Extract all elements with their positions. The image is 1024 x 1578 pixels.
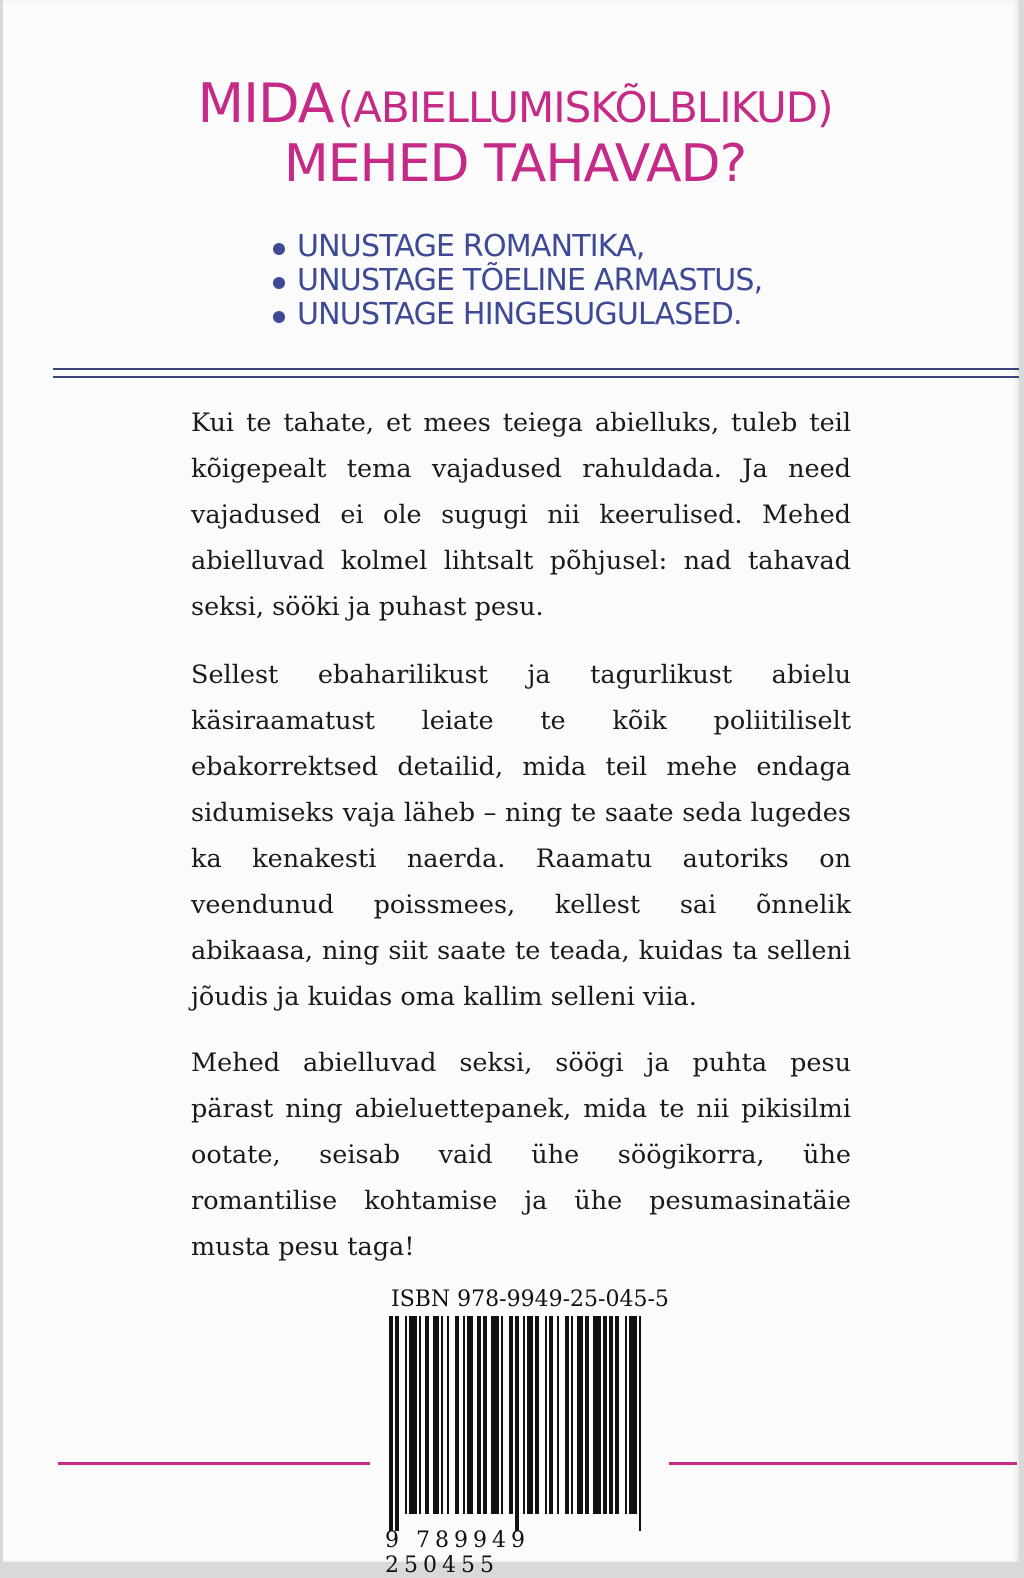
barcode-bar: [477, 1316, 481, 1514]
barcode-bar: [433, 1316, 439, 1514]
paragraph-1: Kui te tahate, et mees teiega abielluks, tuleb teil kõigepealt tema vajadused rahuldada. Ja need vajadused ei ole sugugi nii keerulised. Mehed abielluvad kolmel lihtsalt põhjusel: nad tahavad seksi, sööki ja puhast pesu.: [191, 408, 851, 622]
barcode-bar: [527, 1316, 533, 1514]
paragraph-2: Sellest ebaharilikust ja tagurlikust abielu käsiraamatust leiate te kõik poliitiliselt ebakorrektsed detailid, mida teil mehe endaga sidumiseks vaja läheb – ning te saate seda lugedes ka kenakesti naerda. Raamatu autoriks on veendunud poissmees, kellest sai õnnelik abikaasa, ning siit saate te teada, kuidas ta selleni jõudis ja kuidas oma kallim selleni viia.: [191, 660, 851, 1012]
barcode-bar: [577, 1316, 583, 1514]
bullet-list: [271, 230, 762, 332]
barcode-bar: [535, 1316, 539, 1514]
barcode-bar: [593, 1316, 601, 1514]
barcode-bar: [609, 1316, 613, 1514]
bullet-item: UNUSTAGE HINGESUGULASED.: [271, 298, 762, 332]
barcode-bar: [615, 1316, 619, 1514]
isbn-label: ISBN 978-9949-25-045-5: [391, 1287, 669, 1312]
barcode-bar: [549, 1316, 553, 1514]
barcode-bar: [501, 1316, 503, 1514]
bottom-divider-right: [669, 1462, 1017, 1465]
barcode-bar: [441, 1316, 443, 1514]
barcode-bar: [389, 1316, 393, 1531]
barcode-bar: [585, 1316, 589, 1514]
title-word-mida: MIDA: [197, 72, 334, 135]
book-back-cover: [3, 0, 1019, 1578]
barcode-bar: [405, 1316, 407, 1514]
barcode-bar: [625, 1316, 627, 1514]
barcode-bar: [463, 1316, 465, 1514]
barcode-digits: 9 789949 250455: [385, 1528, 530, 1578]
barcode-bar: [483, 1316, 487, 1514]
barcode-bar: [571, 1316, 573, 1514]
barcode-bar: [557, 1316, 559, 1514]
barcode-bar: [603, 1316, 607, 1514]
barcode-bar: [425, 1316, 429, 1514]
barcode-bar: [447, 1316, 449, 1514]
barcode-bar: [515, 1316, 519, 1531]
title-line-2: MEHED TAHAVAD?: [283, 134, 747, 194]
title-line-1: [3, 72, 1024, 135]
barcode-bar: [629, 1316, 637, 1514]
barcode-bar: [409, 1316, 417, 1514]
barcode-bar: [509, 1316, 513, 1514]
barcode-bar: [455, 1316, 459, 1514]
bullet-item: UNUSTAGE ROMANTIKA,: [271, 230, 762, 264]
barcode-bar: [491, 1316, 499, 1514]
barcode-bar: [565, 1316, 569, 1514]
barcode-bar: [467, 1316, 473, 1514]
barcode-bar: [639, 1316, 641, 1531]
barcode-bar: [419, 1316, 421, 1514]
barcode-bar: [395, 1316, 399, 1531]
bullet-item: UNUSTAGE TÕELINE ARMASTUS,: [271, 264, 762, 298]
paragraph-3: Mehed abielluvad seksi, söögi ja puhta pesu pärast ning abieluettepanek, mida te nii pikisilmi ootate, seisab vaid ühe söögikorra, ühe romantilise kohtamise ja ühe pesumasinatäie musta pesu taga!: [191, 1048, 851, 1262]
barcode-bars: [383, 1316, 653, 1531]
bottom-divider-left: [58, 1462, 370, 1465]
divider-line: [53, 376, 1019, 378]
title-subtitle: (ABIELLUMISKÕLBLIKUD): [337, 83, 833, 132]
divider-line: [53, 368, 1019, 370]
barcode: [383, 1316, 653, 1556]
barcode-bar: [545, 1316, 547, 1514]
barcode-bar: [523, 1316, 525, 1514]
